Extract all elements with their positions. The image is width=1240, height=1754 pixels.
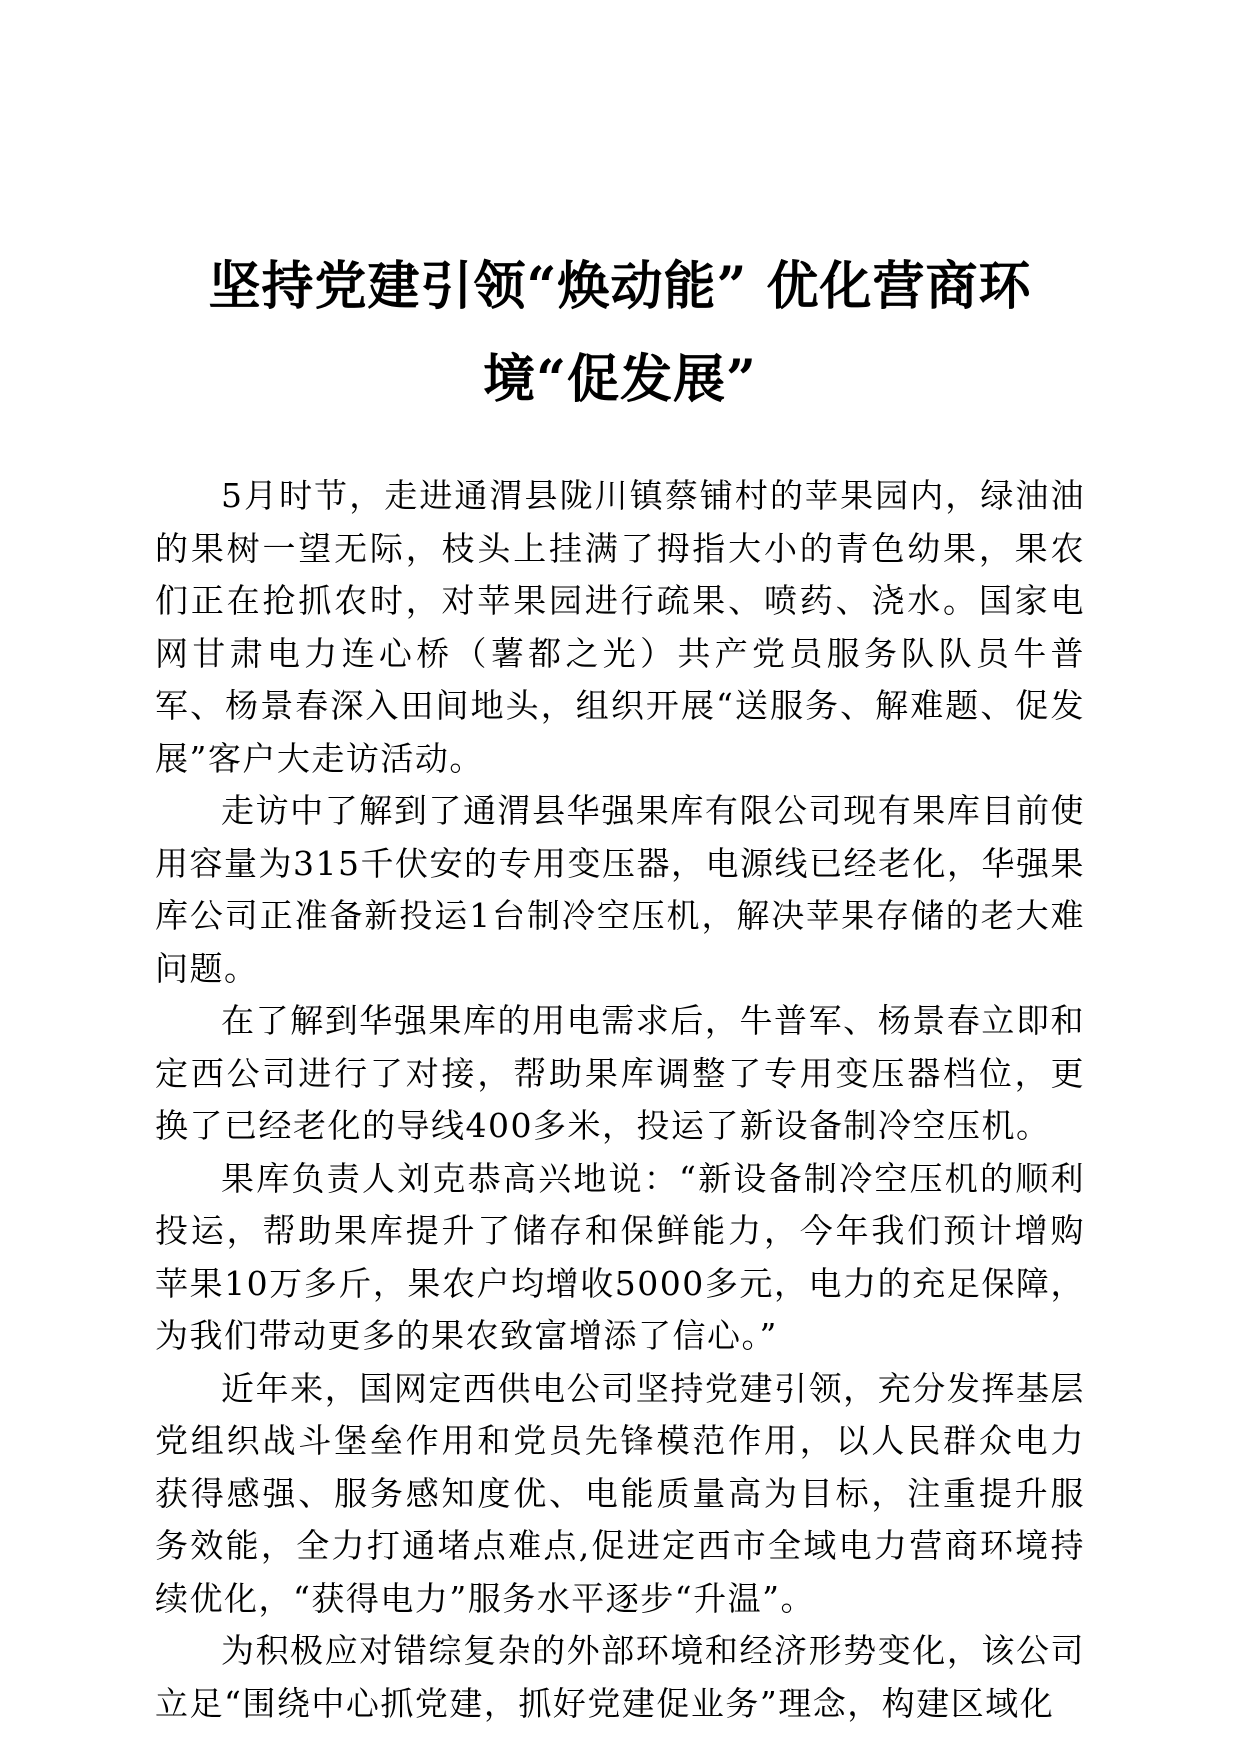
paragraph-2: 走访中了解到了通渭县华强果库有限公司现有果库目前使用容量为315千伏安的专用变压器，电源线已经老化，华强果库公司正准备新投运1台制冷空压机，解决苹果存储的老大难问题。 — [155, 791, 1085, 988]
paragraph-3: 在了解到华强果库的用电需求后，牛普军、杨景春立即和定西公司进行了对接，帮助果库调整了专用变压器档位，更换了已经老化的导线400多米，投运了新设备制冷空压机。 — [155, 1001, 1085, 1145]
paragraph-1: 5月时节，走进通渭县陇川镇蔡铺村的苹果园内，绿油油的果树一望无际，枝头上挂满了拇指大小的青色幼果，果农们正在抢抓农时，对苹果园进行疏果、喷药、浇水。国家电网甘肃电力连心桥（薯都之光）共产党员服务队队员牛普军、杨景春深入田间地头，组织开展“送服务、解难题、促发展”客户大走访活动。 — [155, 476, 1085, 778]
paragraph-4: 果库负责人刘克恭高兴地说：“新设备制冷空压机的顺利投运，帮助果库提升了储存和保鲜能力，今年我们预计增购苹果10万多斤，果农户均增收5000多元，电力的充足保障，为我们带动更多的果农致富增添了信心。” — [155, 1158, 1085, 1355]
paragraph-5: 近年来，国网定西供电公司坚持党建引领，充分发挥基层党组织战斗堡垒作用和党员先锋模范作用，以人民群众电力获得感强、服务感知度优、电能质量高为目标，注重提升服务效能，全力打通堵点难点,促进定西市全域电力营商环境持续优化，“获得电力”服务水平逐步“升温”。 — [155, 1368, 1085, 1618]
paragraph-6: 为积极应对错综复杂的外部环境和经济形势变化，该公司立足“围绕中心抓党建，抓好党建促业务”理念，构建区域化 — [155, 1631, 1085, 1723]
document-title: 坚持党建引领“焕动能” 优化营商环境“促发展” — [208, 256, 1032, 410]
document-body — [155, 470, 1085, 1730]
